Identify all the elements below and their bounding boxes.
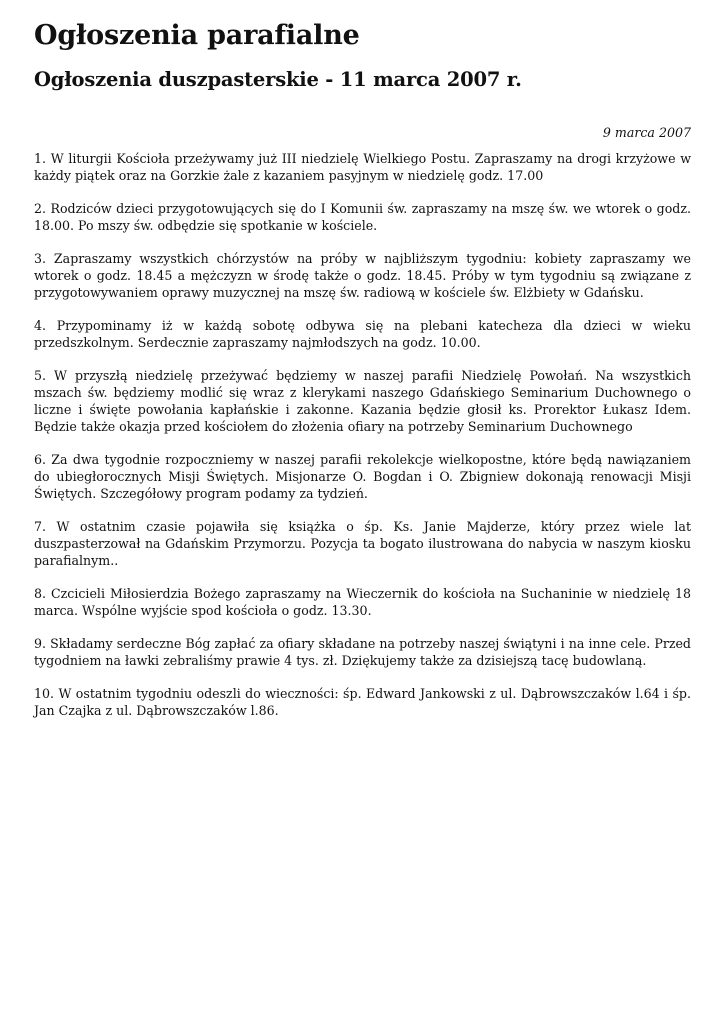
announcement-2: 2. Rodziców dzieci przygotowujących się do I Komunii św. zapraszamy na mszę św. we wtorek o godz. 18.00. Po mszy św. odbędzie się spotkanie w kościele. (34, 201, 691, 233)
announcement-6: 6. Za dwa tygodnie rozpoczniemy w naszej parafii rekolekcje wielkopostne, które będą nawiązaniem do ubiegłorocznych Misji Świętych. Misjonarze O. Bogdan i O. Zbigniew dokonają renowacji Misji Świętych. Szczegółowy program podamy za tydzień. (34, 452, 691, 501)
announcement-7: 7. W ostatnim czasie pojawiła się książka o śp. Ks. Janie Majderze, który przez wiele lat duszpasterzował na Gdańskim Przymorzu. Pozycja ta bogato ilustrowana do nabycia w naszym kiosku parafialnym.. (34, 519, 691, 568)
article-title: Ogłoszenia duszpasterskie - 11 marca 2007 r. (34, 68, 522, 91)
announcement-3: 3. Zapraszamy wszystkich chórzystów na próby w najbliższym tygodniu: kobiety zapraszamy we wtorek o godz. 18.45 a mężczyzn w środę także o godz. 18.45. Próby w tym tygodniu są związane z przygotowywaniem oprawy muzycznej na mszę św. radiową w kościele św. Elżbiety w Gdańsku. (34, 251, 691, 300)
announcements-list (34, 150, 691, 719)
site-title: Ogłoszenia parafialne (34, 20, 360, 51)
announcement-10: 10. W ostatnim tygodniu odeszli do wieczności: śp. Edward Jankowski z ul. Dąbrowszczaków l.64 i śp. Jan Czajka z ul. Dąbrowszczaków l.86. (34, 686, 691, 718)
article-date: 9 marca 2007 (602, 125, 691, 140)
announcement-9: 9. Składamy serdeczne Bóg zapłać za ofiary składane na potrzeby naszej świątyni i na inne cele. Przed tygodniem na ławki zebraliśmy prawie 4 tys. zł. Dziękujemy także za dzisiejszą tacę budowlaną. (34, 636, 691, 668)
announcement-5: 5. W przyszłą niedzielę przeżywać będziemy w naszej parafii Niedzielę Powołań. Na wszystkich mszach św. będziemy modlić się wraz z klerykami naszego Gdańskiego Seminarium Duchownego o liczne i święte powołania kapłańskie i zakonne. Kazania będzie głosił ks. Prorektor Łukasz Idem. Będzie także okazja przed kościołem do złożenia ofiary na potrzeby Seminarium Duchownego (34, 368, 691, 434)
announcement-1: 1. W liturgii Kościoła przeżywamy już III niedzielę Wielkiego Postu. Zapraszamy na drogi krzyżowe w każdy piątek oraz na Gorzkie żale z kazaniem pasyjnym w niedzielę godz. 17.00 (34, 151, 691, 183)
announcement-8: 8. Czcicieli Miłosierdzia Bożego zapraszamy na Wieczernik do kościoła na Suchaninie w niedzielę 18 marca. Wspólne wyjście spod kościoła o godz. 13.30. (34, 586, 691, 618)
announcement-4: 4. Przypominamy iż w każdą sobotę odbywa się na plebani katecheza dla dzieci w wieku przedszkolnym. Serdecznie zapraszamy najmłodszych na godz. 10.00. (34, 318, 691, 350)
